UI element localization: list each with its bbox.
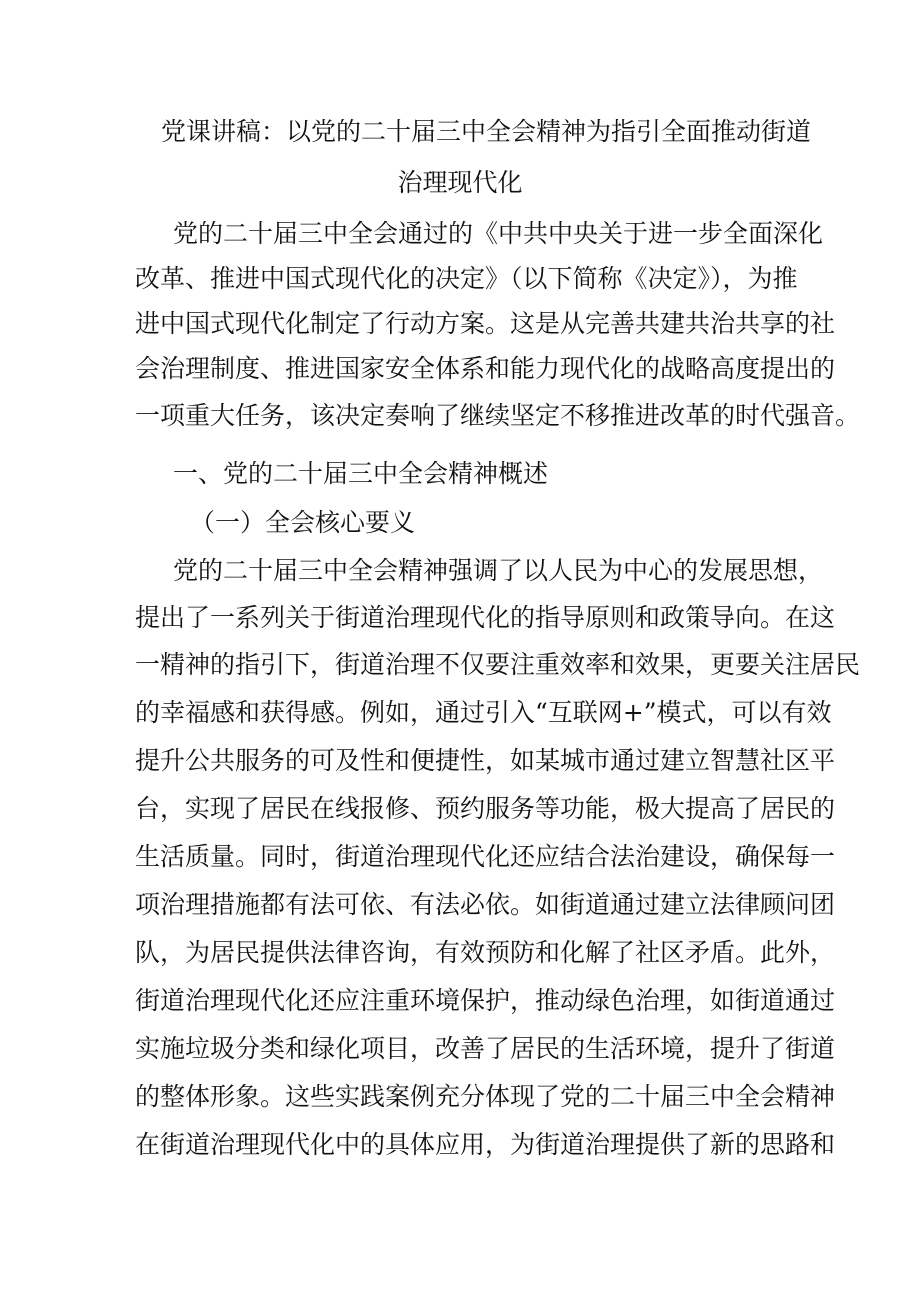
paragraph-line: 街道治理现代化还应注重环境保护，推动绿色治理，如街道通过 — [135, 986, 836, 1015]
paragraph-line: 提升公共服务的可及性和便捷性，如某城市通过建立智慧社区平 — [135, 746, 836, 775]
paragraph-line: 一项重大任务，该决定奏响了继续坚定不移推进改革的时代强音。 — [135, 401, 861, 430]
subsection-heading: （一）全会核心要义 — [190, 508, 416, 537]
paragraph-line: 的幸福感和获得感。例如，通过引入“互联网+”模式，可以有效 — [135, 698, 832, 727]
paragraph-line: 会治理制度、推进国家安全体系和能力现代化的战略高度提出的 — [135, 354, 836, 383]
document-title-line2: 治理现代化 — [397, 168, 523, 197]
paragraph-line: 队，为居民提供法律咨询，有效预防和化解了社区矛盾。此外， — [135, 938, 836, 967]
paragraph-line: 在街道治理现代化中的具体应用，为街道治理提供了新的思路和 — [135, 1130, 836, 1159]
section-heading: 一、党的二十届三中全会精神概述 — [173, 459, 549, 488]
paragraph-line: 一精神的指引下，街道治理不仅要注重效率和效果，更要关注居民 — [135, 650, 861, 679]
paragraph-line: 改革、推进中国式现代化的决定》（以下简称《决定》），为推 — [135, 264, 798, 293]
paragraph-line: 进中国式现代化制定了行动方案。这是从完善共建共治共享的社 — [135, 309, 836, 338]
paragraph-line: 台，实现了居民在线报修、预约服务等功能，极大提高了居民的 — [135, 794, 836, 823]
document-title-line1: 党课讲稿：以党的二十届三中全会精神为指引全面推动街道 — [161, 117, 812, 146]
paragraph-line: 的整体形象。这些实践案例充分体现了党的二十届三中全会精神 — [135, 1082, 836, 1111]
paragraph-line: 党的二十届三中全会精神强调了以人民为中心的发展思想， — [173, 556, 824, 585]
paragraph-line: 实施垃圾分类和绿化项目，改善了居民的生活环境，提升了街道 — [135, 1034, 836, 1063]
paragraph-line: 提出了一系列关于街道治理现代化的指导原则和政策导向。在这 — [135, 603, 836, 632]
paragraph-line: 生活质量。同时，街道治理现代化还应结合法治建设，确保每一 — [135, 842, 836, 871]
paragraph-line: 党的二十届三中全会通过的《中共中央关于进一步全面深化 — [173, 219, 824, 248]
paragraph-line: 项治理措施都有法可依、有法必依。如街道通过建立法律顾问团 — [135, 890, 836, 919]
